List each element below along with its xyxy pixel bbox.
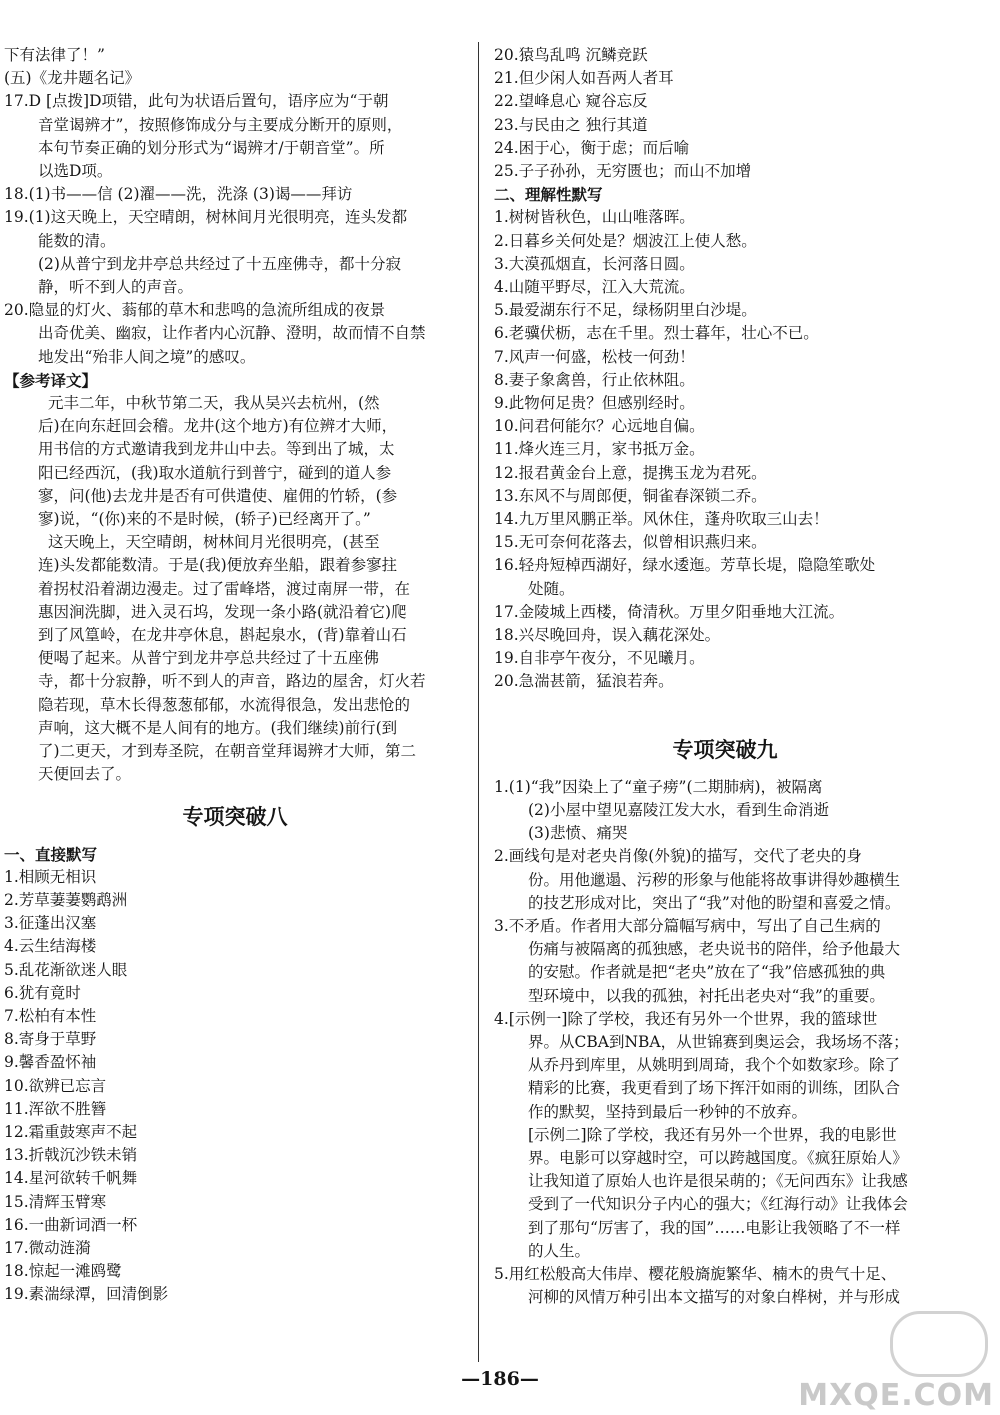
text-line: 到了风篁岭，在龙井亭休息，斟起泉水，(背)靠着山石 <box>38 626 407 645</box>
text-line: 精彩的比赛，我更看到了场下挥汗如雨的训练，团队合 <box>528 1079 901 1098</box>
text-line: 伤痛与被隔离的孤独感，老央说书的陪伴，给予他最大 <box>528 940 901 959</box>
text-line: 界。电影可以穿越时空，可以跨越国度。《疯狂原始人》 <box>528 1148 908 1167</box>
text-line: 3.征蓬出汉塞 <box>4 914 97 933</box>
text-line: 4.[示例一]除了学校，我还有另外一个世界，我的篮球世 <box>494 1009 878 1028</box>
text-line: 天便回去了。 <box>38 765 132 784</box>
text-line: 18.(1)书——信 (2)濯——洗，洗涤 (3)谒——拜访 <box>4 185 353 204</box>
text-line: 20.隐显的灯火、蓊郁的草木和悲鸣的急流所组成的夜景 <box>4 301 386 320</box>
text-line: 6.犹有竟时 <box>4 983 81 1002</box>
page-number: —186— <box>461 1368 539 1390</box>
text-line: 的安慰。作者就是把“老央”放在了“我”倍感孤独的典 <box>528 963 886 982</box>
text-line: 5.用红松般高大伟岸、樱花般旖旎繁华、楠木的贵气十足、 <box>494 1264 897 1283</box>
text-line: 24.困于心，衡于虑；而后喻 <box>494 138 690 157</box>
text-line: 静，听不到人的声音。 <box>38 278 194 297</box>
text-line: 让我知道了原始人也许是很呆萌的；《无问西东》让我感 <box>528 1172 908 1191</box>
text-line: 份。用他邋遢、污秽的形象与他能将故事讲得妙趣横生 <box>528 870 901 889</box>
text-line: 4.山随平野尽，江入大荒流。 <box>494 278 695 297</box>
text-line: 12.报君黄金台上意，提携玉龙为君死。 <box>494 463 767 482</box>
text-line: 23.与民由之 独行其道 <box>494 115 648 134</box>
text-line: 15.清辉玉臂寒 <box>4 1192 107 1211</box>
text-line: 22.望峰息心 窥谷忘反 <box>494 92 648 111</box>
text-line: 着拐杖沿着湖边漫走。过了雷峰塔，渡过南屏一带，在 <box>38 579 411 598</box>
subsection-title-understanding: 二、理解性默写 <box>494 185 603 205</box>
text-line: 音堂谒辨才”，按照修饰成分与主要成分断开的原则， <box>38 115 403 134</box>
text-line: 以选D项。 <box>38 162 113 181</box>
text-line: 【参考译文】 <box>4 370 98 390</box>
right-recitation-list <box>494 44 956 183</box>
watermark-logo <box>890 1311 988 1377</box>
text-line: 处随。 <box>528 579 575 598</box>
text-line: (2)小屋中望见嘉陵江发大水，看到生命消逝 <box>528 800 829 819</box>
text-line: 2.芳草萋萋鹦鹉洲 <box>4 890 128 909</box>
text-line: 9.此物何足贵？但感别经时。 <box>494 394 695 413</box>
text-line: 元丰二年，中秋节第二天，我从吴兴去杭州，(然 <box>48 394 380 413</box>
text-line: 河柳的风情万种引出本文描写的对象白桦树，并与形成 <box>528 1288 901 1307</box>
text-line: 2.日暮乡关何处是？烟波江上使人愁。 <box>494 231 757 250</box>
text-line: 19.自非亭午夜分，不见曦月。 <box>494 649 705 668</box>
text-line: 了)二更天，才到寿圣院，在朝音堂拜谒辨才大师，第二 <box>38 742 417 761</box>
text-line: 连)头发都能数清。于是(我)便放弃坐船，跟着参寥拄 <box>38 556 398 575</box>
text-line: 型环境中，以我的孤独，衬托出老央对“我”的重要。 <box>528 986 885 1005</box>
text-line: 14.九万里风鹏正举。风休住，蓬舟吹取三山去！ <box>494 510 829 529</box>
text-line: 8.寄身于草野 <box>4 1030 97 1049</box>
text-line: 17.D [点拨]D项错，此句为状语后置句，语序应为“于朝 <box>4 92 389 111</box>
text-line: 9.馨香盈怀袖 <box>4 1053 97 1072</box>
text-line: 25.子子孙孙，无穷匮也；而山不加增 <box>494 162 752 181</box>
text-line: 17.金陵城上西楼，倚清秋。万里夕阳垂地大江流。 <box>494 602 845 621</box>
text-line: 便喝了起来。从普宁到龙井亭总共经过了十五座佛 <box>38 649 380 668</box>
text-line: 4.云生结海楼 <box>4 937 97 956</box>
text-line: 的人生。 <box>528 1241 591 1260</box>
text-line: 1.树树皆秋色，山山唯落晖。 <box>494 208 695 227</box>
text-line: 5.最爱湖东行不足，绿杨阴里白沙堤。 <box>494 301 757 320</box>
text-line: 寥)说，“(你)来的不是时候，(轿子)已经离开了。” <box>38 510 371 529</box>
text-line: 后)在向东赶回会稽。龙井(这个地方)有位辨才大师， <box>38 417 398 436</box>
text-line: 出奇优美、幽寂，让作者内心沉静、澄明，故而情不自禁 <box>38 324 426 343</box>
text-line: 11.烽火连三月，家书抵万金。 <box>494 440 705 459</box>
text-line: 惠因涧洗脚，进入灵石坞，发现一条小路(就沿着它)爬 <box>38 602 407 621</box>
watermark-text: MXQE.COM <box>798 1378 994 1413</box>
text-line: 20.猿鸟乱鸣 沉鳞竞跃 <box>494 46 648 64</box>
text-line: 20.急湍甚箭，猛浪若奔。 <box>494 672 674 691</box>
text-line: 16.轻舟短棹西湖好，绿水逶迤。芳草长堤，隐隐笙歌处 <box>494 556 876 575</box>
text-line: 到了那句“厉害了，我的国”……电影让我领略了不一样 <box>528 1218 901 1237</box>
text-line: 3.不矛盾。作者用大部分篇幅写病中，写出了自己生病的 <box>494 916 881 935</box>
text-line: 8.妻子象禽兽，行止依林阻。 <box>494 370 695 389</box>
left-recitation-list <box>4 866 466 1307</box>
text-line: 阳已经西沉，(我)取水道航行到普宁，碰到的道人参 <box>38 463 392 482</box>
text-line: 5.乱花渐欲迷人眼 <box>4 960 128 979</box>
right-column <box>494 44 956 1309</box>
text-line: 作的默契，坚持到最后一秒钟的不放弃。 <box>528 1102 808 1121</box>
text-line: 2.画线句是对老央肖像(外貌)的描写，交代了老央的身 <box>494 847 862 866</box>
text-line: 13.东风不与周郎便，铜雀春深锁二乔。 <box>494 486 767 505</box>
left-column <box>4 44 466 1307</box>
text-line: (2)从普宁到龙井亭总共经过了十五座佛寺，都十分寂 <box>38 254 401 273</box>
text-line: 的技艺形成对比，突出了“我”对他的盼望和喜爱之情。 <box>528 893 901 912</box>
text-line: (3)悲愤、痛哭 <box>528 824 628 843</box>
text-line: 18.惊起一滩鸥鹭 <box>4 1262 122 1281</box>
text-line: 16.一曲新词酒一杯 <box>4 1215 138 1234</box>
right-understanding-list <box>494 206 956 693</box>
text-line: 18.兴尽晚回舟，误入藕花深处。 <box>494 626 721 645</box>
text-line: 本句节奏正确的划分形式为“谒辨才/于朝音堂”。所 <box>38 138 385 157</box>
text-line: 3.大漠孤烟直，长河落日圆。 <box>494 254 695 273</box>
text-line: 界。从CBA到NBA，从世锦赛到奥运会，我场场不落； <box>528 1032 909 1051</box>
text-line: 11.浑欲不胜簪 <box>4 1099 107 1118</box>
text-line: 10.欲辨已忘言 <box>4 1076 107 1095</box>
text-line: 寥，问(他)去龙井是否有可供遣使、雇佣的竹轿，(参 <box>38 486 398 505</box>
text-line: 6.老骥伏枥，志在千里。烈士暮年，壮心不已。 <box>494 324 819 343</box>
column-divider <box>478 42 479 1362</box>
text-line: 1.相顾无相识 <box>4 867 97 886</box>
text-line: 19.素湍绿潭，回清倒影 <box>4 1285 169 1304</box>
text-line: 隐若现，草木长得葱葱郁郁，水流得很急，发出悲怆的 <box>38 695 411 714</box>
text-line: 13.折戟沉沙铁未销 <box>4 1146 138 1165</box>
text-line: 寺，都十分寂静，听不到人的声音，路边的屋舍，灯火若 <box>38 672 426 691</box>
text-line: 10.问君何能尔？心远地自偏。 <box>494 417 705 436</box>
text-line: 地发出“殆非人间之境”的感叹。 <box>38 347 256 366</box>
subsection-title-direct: 一、直接默写 <box>4 844 98 864</box>
text-line: 能数的清。 <box>38 231 116 250</box>
text-line: 下有法律了！” <box>4 46 105 64</box>
text-line: 17.微动涟漪 <box>4 1238 91 1257</box>
section-heading-9: 专项突破九 <box>672 737 778 762</box>
right-answers-block <box>494 776 956 1310</box>
text-line: 7.风声一何盛，松枝一何劲！ <box>494 347 695 366</box>
section-heading-8: 专项突破八 <box>182 804 288 829</box>
text-line: (五)《龙井题名记》 <box>4 69 141 88</box>
text-line: 受到了一代知识分子内心的强大；《红海行动》让我体会 <box>528 1195 908 1214</box>
text-line: 15.无可奈何花落去，似曾相识燕归来。 <box>494 533 767 552</box>
text-line: 从乔丹到库里，从姚明到周琦，我个个如数家珍。除了 <box>528 1056 901 1075</box>
left-answers-block <box>4 44 466 787</box>
text-line: 1.(1)“我”因染上了“童子痨”(二期肺病)，被隔离 <box>494 777 823 796</box>
text-line: 14.星河欲转千帆舞 <box>4 1169 138 1188</box>
text-line: [示例二]除了学校，我还有另外一个世界，我的电影世 <box>528 1125 897 1144</box>
text-line: 7.松柏有本性 <box>4 1006 97 1025</box>
text-line: 用书信的方式邀请我到龙井山中去。等到出了城，太 <box>38 440 395 459</box>
text-line: 这天晚上，天空晴朗，树林间月光很明亮，(甚至 <box>48 533 380 552</box>
text-line: 19.(1)这天晚上，天空晴朗，树林间月光很明亮，连头发都 <box>4 208 408 227</box>
text-line: 21.但少闲人如吾两人者耳 <box>494 69 674 88</box>
text-line: 声响，这大概不是人间有的地方。(我们继续)前行(到 <box>38 718 398 737</box>
text-line: 12.霜重鼓寒声不起 <box>4 1122 138 1141</box>
